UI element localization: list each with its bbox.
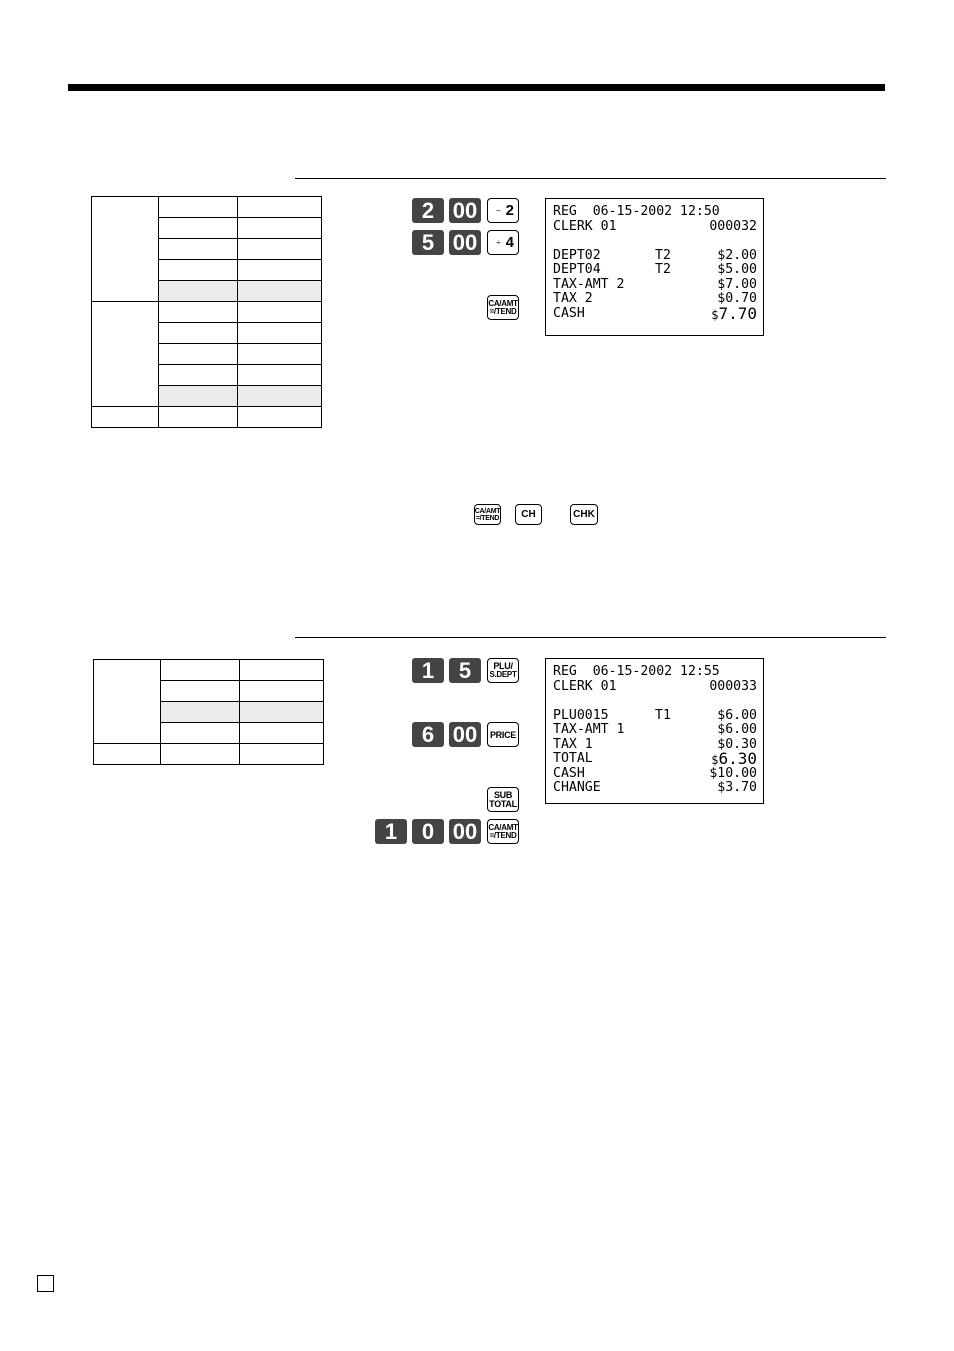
receipt-line-value: $6.00 [717,722,757,737]
receipt-total-line [553,749,757,768]
section2-rule [295,637,886,638]
receipt-line-label: CLERK 01 [553,678,617,694]
key-1: 1 [375,819,407,844]
dept-2-key [487,198,519,223]
receipt-line-tax-status: T2 [655,262,671,277]
total-label: TOTAL [553,751,593,766]
chk-label: CHK [573,509,595,520]
receipt-line-label: CLERK 01 [553,218,617,234]
total-amount: $6.30 [711,749,757,768]
receipt-line-label: TAX 1 [553,736,593,752]
ca-amt-label: CA/AMT [474,507,501,515]
receipt-line-value: $2.00 [717,247,757,263]
receipt-line-value: $5.00 [717,262,757,277]
key-6: 6 [412,722,444,747]
receipt-line [553,249,757,264]
sub-label: SUB [493,789,513,800]
ch-label: CH [521,509,536,520]
plu-sdept-key [487,658,519,683]
receipt-line-label: TAX-AMT 2 [553,276,625,292]
page-number-box [37,1275,54,1292]
receipt-1 [545,198,764,336]
receipt-line-label: CHANGE [553,780,601,795]
receipt-blank-line [553,234,757,249]
ch-key [515,504,542,525]
header-rule [68,84,885,91]
receipt-line-value: $10.00 [709,765,757,781]
chk-key [570,504,598,525]
receipt-line-value: $6.00 [717,707,757,723]
dept-4-symbol: ÷ [496,238,501,247]
key-1: 1 [412,658,444,683]
key-5: 5 [412,230,444,255]
plu-label: PLU/ [493,661,513,671]
sdept-label: S.DEPT [489,670,517,679]
dept-4-number: 4 [505,234,514,251]
receipt-blank-line [553,694,757,709]
section1-rule [295,178,886,179]
receipt-line [553,781,757,796]
receipt-line [553,205,757,220]
receipt-line-value: $0.30 [717,736,757,752]
receipt-cash-line [553,303,757,323]
receipt-line [553,263,757,278]
tend-label: =/TEND [475,514,500,522]
key-0: 0 [412,819,444,844]
receipt-line [553,709,757,724]
receipt-line-label: DEPT04 [553,262,601,277]
receipt-line [553,278,757,293]
receipt-line-value: 000032 [709,218,757,234]
receipt-line [553,220,757,235]
dept-4-key [487,230,519,255]
receipt-line-label: TAX 2 [553,291,593,306]
receipt-line-value: $3.70 [717,780,757,795]
receipt-line-tax-status: T1 [655,707,671,723]
subtotal-key [487,787,519,812]
key-00: 00 [449,230,481,255]
receipt-line-label: REG 06-15-2002 12:55 [553,664,720,679]
operation-table-2 [93,659,324,765]
receipt-line [553,723,757,738]
receipt-line-label: PLU0015 [553,707,609,723]
total-label: TOTAL [489,798,517,809]
receipt-line [553,680,757,695]
receipt-line-label: REG 06-15-2002 12:50 [553,204,720,219]
receipt-line-label: TAX-AMT 1 [553,722,625,737]
tend-label: =/TEND [489,830,517,840]
key-00: 00 [449,198,481,223]
cash-amount: $7.70 [711,303,757,323]
operation-table-1 [91,196,322,428]
receipt-line [553,665,757,680]
receipt-line-label: CASH [553,765,585,781]
key-5: 5 [449,658,481,683]
ca-amt-label: CA/AMT [488,822,518,832]
key-2: 2 [412,198,444,223]
receipt-line [553,767,757,782]
ca-amt-label: CA/AMT [488,298,518,308]
cash-label: CASH [553,305,585,321]
ca-amt-tend-key [474,504,501,525]
key-00: 00 [449,819,481,844]
receipt-line-value: 000033 [709,678,757,694]
dept-2-number: 2 [505,202,514,219]
receipt-line-value: $0.70 [717,291,757,306]
price-label: PRICE [489,729,516,740]
ca-amt-tend-key [487,295,519,320]
price-key [487,722,519,747]
tend-label: =/TEND [489,306,517,316]
receipt-line-tax-status: T2 [655,247,671,263]
receipt-line-value: $7.00 [717,276,757,292]
key-00: 00 [449,722,481,747]
ca-amt-tend-key [487,819,519,844]
dept-2-symbol: – [496,206,501,215]
receipt-2 [545,658,764,804]
receipt-line-label: DEPT02 [553,247,601,263]
